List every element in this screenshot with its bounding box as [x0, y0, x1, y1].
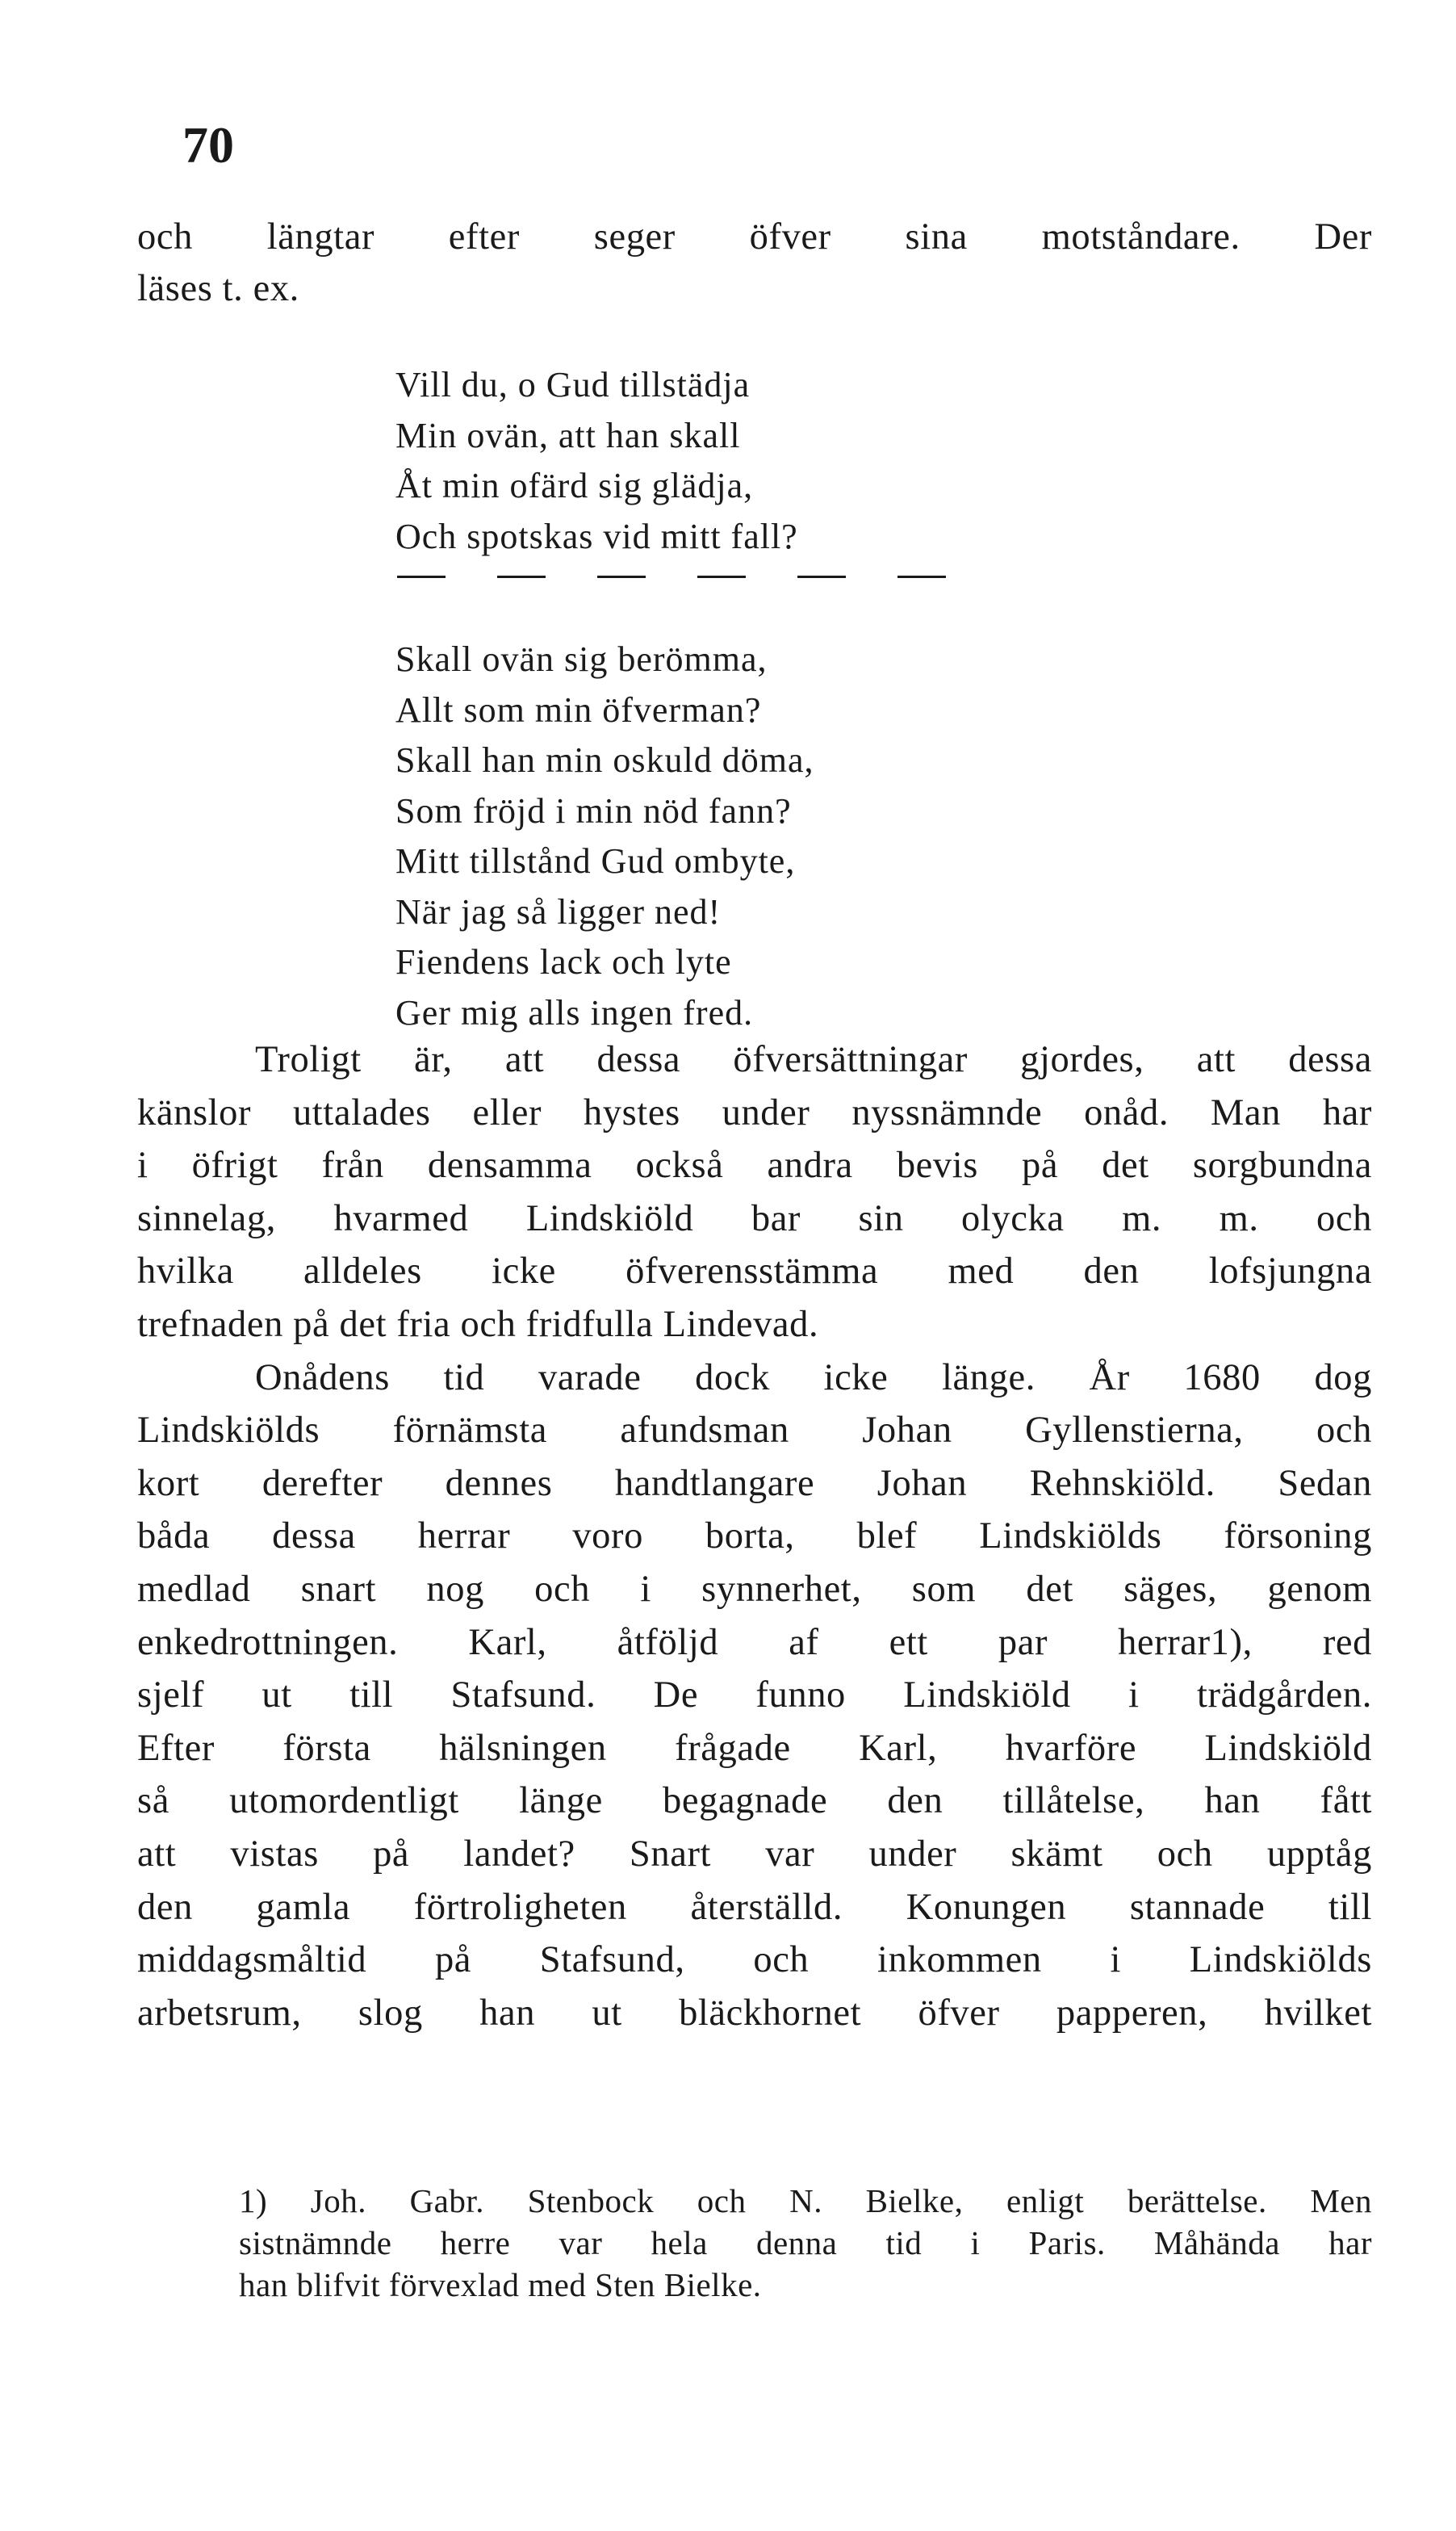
text-line: middagsmåltid på Stafsund, och inkommen i Lindskiölds — [137, 1939, 1372, 1981]
text-line: kort derefter dennes handtlangare Johan Rehnskiöld. Sedan — [137, 1462, 1372, 1504]
text-line: i öfrigt från densamma också andra bevis på det sorgbundna — [137, 1145, 1372, 1187]
text-line: medlad snart nog och i synnerhet, som det säges, genom — [137, 1568, 1372, 1610]
text-line: hvilka alldeles icke öfverensstämma med den lofsjungna — [137, 1251, 1372, 1293]
poem-line: Fiendens lack och lyte — [395, 942, 732, 982]
text-line: läses t. ex. — [137, 268, 299, 309]
text-line: enkedrottningen. Karl, åtföljd af ett par herrar1), red — [137, 1621, 1372, 1663]
separator-dash — [397, 576, 446, 578]
text-line: Troligt är, att dessa öfversättningar gjordes, att dessa — [255, 1039, 1372, 1080]
poem-line: Som fröjd i min nöd fann? — [395, 790, 792, 831]
text-line: Lindskiölds förnämsta afundsman Johan Gyllenstierna, och — [137, 1410, 1372, 1452]
poem-line: Ger mig alls ingen fred. — [395, 992, 754, 1033]
text-line: båda dessa herrar voro borta, blef Lindskiölds försoning — [137, 1515, 1372, 1557]
text-line: trefnaden på det fria och fridfulla Lindevad. — [137, 1303, 819, 1345]
text-line: känslor uttalades eller hystes under nyssnämnde onåd. Man har — [137, 1092, 1372, 1134]
poem-line: Och spotskas vid mitt fall? — [395, 516, 798, 556]
poem-line: Skall ovän sig berömma, — [395, 639, 768, 679]
stanza-separator — [397, 576, 946, 578]
text-line: Onådens tid varade dock icke länge. År 1680 dog — [255, 1356, 1372, 1398]
text-line: sinnelag, hvarmed Lindskiöld bar sin olycka m. m. och — [137, 1197, 1372, 1239]
separator-dash — [697, 576, 746, 578]
poem-line: Min ovän, att han skall — [395, 415, 741, 455]
poem-line: När jag så ligger ned! — [395, 891, 722, 932]
text-line: arbetsrum, slog han ut bläckhornet öfver papperen, hvilket — [137, 1992, 1372, 2034]
poem-line: Vill du, o Gud tillstädja — [395, 365, 751, 404]
body-paragraphs — [137, 1033, 1372, 2039]
poem-stanza-1 — [395, 360, 1009, 562]
poem-line: Allt som min öfverman? — [395, 689, 762, 730]
page-number: 70 — [182, 116, 234, 174]
text-line: att vistas på landet? Snart var under skämt och upptåg — [137, 1833, 1372, 1875]
footnote-line: 1) Joh. Gabr. Stenbock och N. Bielke, enligt berättelse. Men — [239, 2182, 1372, 2219]
poem-stanza-2 — [395, 635, 1009, 1038]
poem-line: Skall han min oskuld döma, — [395, 740, 814, 780]
lead-paragraph — [137, 212, 1372, 315]
text-line: sjelf ut till Stafsund. De funno Lindskiöld i trädgården. — [137, 1674, 1372, 1716]
footnote-line: sistnämnde herre var hela denna tid i Paris. Måhända har — [239, 2224, 1372, 2261]
text-line: den gamla förtroligheten återställd. Konungen stannade till — [137, 1886, 1372, 1928]
separator-dash — [497, 576, 546, 578]
separator-dash — [597, 576, 646, 578]
poem-line: Åt min ofärd sig glädja, — [395, 466, 754, 505]
poem-line: Mitt tillstånd Gud ombyte, — [395, 841, 796, 881]
text-line: och längtar efter seger öfver sina motståndare. Der — [137, 216, 1372, 258]
separator-dash — [897, 576, 946, 578]
text-line: Efter första hälsningen frågade Karl, hvarföre Lindskiöld — [137, 1727, 1372, 1769]
footnotes — [239, 2180, 1372, 2306]
separator-dash — [797, 576, 846, 578]
text-line: så utomordentligt länge begagnade den tillåtelse, han fått — [137, 1780, 1372, 1822]
footnote-line: han blifvit förvexlad med Sten Bielke. — [239, 2266, 762, 2303]
